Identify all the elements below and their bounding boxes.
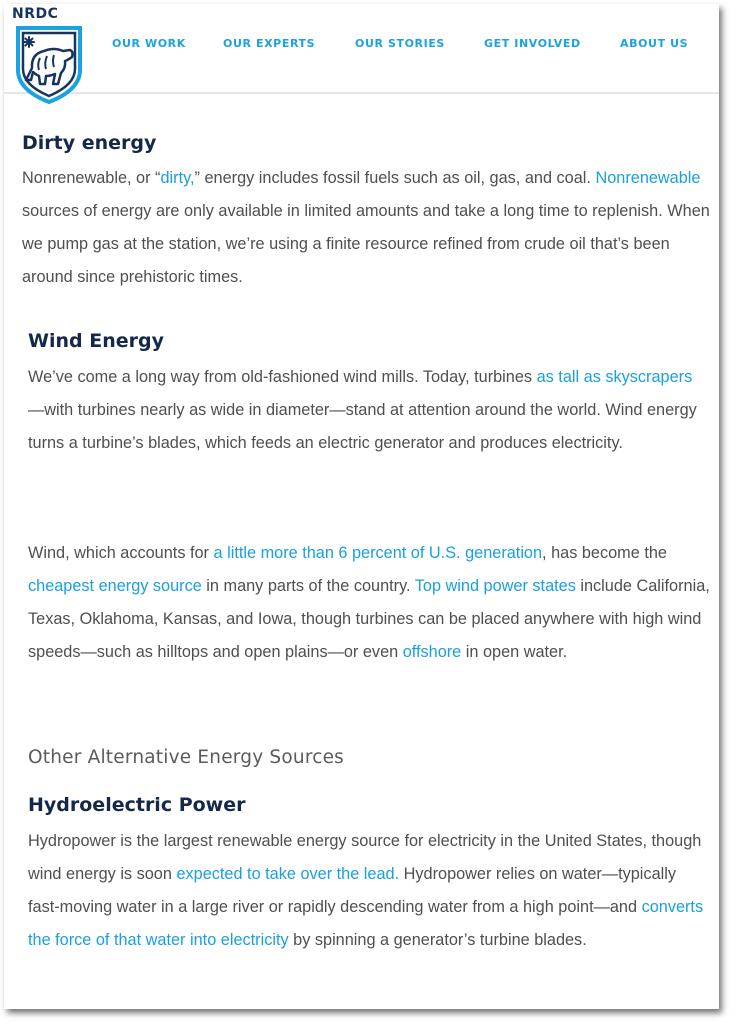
- paragraph-hydroelectric: [28, 825, 708, 957]
- link-dirty[interactable]: dirty,: [160, 169, 195, 187]
- heading-other-alternative-sources: Other Alternative Energy Sources: [28, 747, 345, 768]
- nav-our-experts[interactable]: OUR EXPERTS: [223, 37, 316, 50]
- text-segment: in open water.: [461, 643, 568, 661]
- nrdc-bear-logo-icon[interactable]: [12, 6, 86, 110]
- nrdc-logo-text[interactable]: NRDC: [12, 6, 59, 22]
- text-segment: Hydropower relies on water—typically fast-moving water in a large river or rapidly descending water from a high point—and: [28, 865, 676, 916]
- nav-our-stories[interactable]: OUR STORIES: [355, 37, 445, 50]
- page-frame: [4, 4, 719, 1009]
- link-converts-force-of-water[interactable]: converts the force of that water into electricity: [28, 898, 704, 949]
- nav-get-involved[interactable]: GET INVOLVED: [484, 37, 581, 50]
- text-segment: ” energy includes fossil fuels such as oil, gas, and coal.: [194, 169, 596, 187]
- site-header: [4, 4, 719, 94]
- text-segment: include California, Texas, Oklahoma, Kansas, and Iowa, though turbines can be placed anywhere with high wind speeds—such as hilltops and open plains—or even: [28, 577, 710, 661]
- text-segment: , has become the: [542, 544, 667, 562]
- text-segment: sources of energy are only available in limited amounts and take a long time to replenish. When we pump gas at the station, we’re using a finite resource refined from crude oil that’s been around since prehistoric times.: [22, 202, 710, 286]
- link-offshore[interactable]: offshore: [402, 643, 462, 661]
- text-segment: Nonrenewable, or “: [22, 169, 161, 187]
- paragraph-wind-energy-2: [28, 537, 711, 669]
- link-cheapest-energy-source[interactable]: cheapest energy source: [28, 577, 202, 595]
- link-six-percent-generation[interactable]: a little more than 6 percent of U.S. generation: [213, 544, 543, 562]
- text-segment: in many parts of the country.: [201, 577, 415, 595]
- heading-dirty-energy: Dirty energy: [22, 132, 157, 154]
- paragraph-wind-energy-1: [28, 361, 703, 460]
- nav-about-us[interactable]: ABOUT US: [620, 37, 689, 50]
- text-segment: Wind, which accounts for: [28, 544, 214, 562]
- link-nonrenewable[interactable]: Nonrenewable: [595, 169, 701, 187]
- main-nav: [4, 37, 719, 57]
- heading-wind-energy: Wind Energy: [28, 330, 164, 352]
- link-top-wind-power-states[interactable]: Top wind power states: [414, 577, 576, 595]
- text-segment: —with turbines nearly as wide in diameter—stand at attention around the world. Wind energy turns a turbine’s blades, which feeds an electric generator and produces electricity.: [28, 401, 697, 452]
- heading-hydroelectric-power: Hydroelectric Power: [28, 794, 246, 816]
- link-expected-to-take-lead[interactable]: expected to take over the lead.: [176, 865, 400, 883]
- nav-our-work[interactable]: OUR WORK: [112, 37, 186, 50]
- text-segment: Hydropower is the largest renewable energy source for electricity in the United States, though wind energy is soon: [28, 832, 702, 883]
- text-segment: We’ve come a long way from old-fashioned wind mills. Today, turbines: [28, 368, 537, 386]
- paragraph-dirty-energy: [22, 162, 712, 294]
- link-as-tall-as-skyscrapers[interactable]: as tall as skyscrapers: [536, 368, 693, 386]
- text-segment: by spinning a generator’s turbine blades.: [288, 931, 587, 949]
